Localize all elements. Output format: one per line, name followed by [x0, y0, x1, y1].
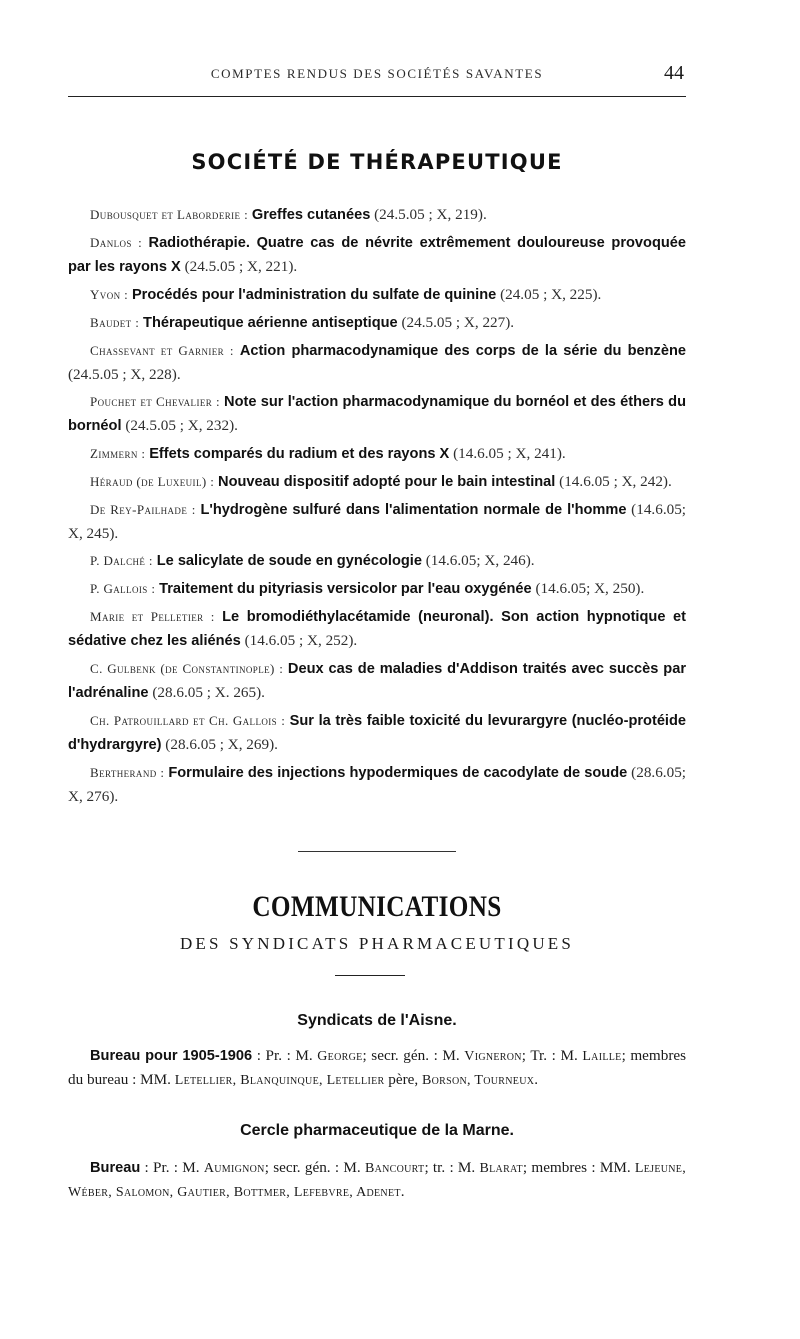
entry-authors: Zimmern : [90, 446, 146, 461]
entry-authors: Chassevant et Garnier : [90, 343, 234, 358]
communications-subtitle: DES SYNDICATS PHARMACEUTIQUES [179, 934, 575, 953]
aisne-paragraph [68, 1044, 686, 1092]
entry [68, 605, 686, 653]
text-run: ; membres du bureau : MM. [68, 1047, 687, 1088]
entry-reference: (14.6.05; X, 250). [531, 580, 645, 597]
entry [68, 549, 686, 573]
entry [68, 390, 686, 438]
entry-authors: De Rey-Pailhade : [90, 502, 196, 517]
entry-reference: (14.6.05 ; X, 252). [240, 632, 358, 649]
entry [68, 339, 686, 386]
text-run: : Pr. : M. [252, 1047, 318, 1064]
text-run: ; membres : MM. [522, 1159, 635, 1176]
aisne-lead: Bureau pour 1905-1906 [90, 1048, 253, 1064]
entry [68, 231, 686, 279]
member-name: Aumignon [203, 1161, 265, 1176]
entry-title: Procédés pour l'administration du sulfate de quinine [131, 287, 497, 303]
entry-title: Formulaire des injections hypodermiques de cacodylate de soude [168, 765, 628, 781]
entry-authors: Héraud (de Luxeuil) : [90, 474, 215, 489]
entry-reference: (24.05 ; X, 225). [496, 286, 602, 303]
entry-reference: (14.6.05 ; X, 242). [555, 473, 672, 490]
text-run: : Pr. : M. [140, 1159, 204, 1176]
entry [68, 311, 686, 335]
entry-reference: (14.6.05; X, 245). [68, 501, 687, 542]
entry-title: L'hydrogène sulfuré dans l'alimentation normale de l'homme [200, 502, 627, 518]
entry-title: Greffes cutanées [251, 207, 371, 223]
communications-title: COMMUNICATIONS [252, 890, 502, 923]
running-title: COMPTES RENDUS DES SOCIÉTÉS SAVANTES [210, 66, 544, 81]
entry [68, 498, 686, 545]
entry [68, 709, 686, 757]
text-run: ; secr. gén. : M. [362, 1047, 465, 1064]
entry-reference: (24.5.05 ; X, 232). [121, 417, 238, 434]
member-name: Laille [582, 1049, 622, 1064]
aisne-heading: Syndicats de l'Aisne. [297, 1012, 457, 1029]
text-run: ; Tr. : M. [521, 1047, 583, 1064]
entry-authors: P. Gallois : [90, 581, 156, 596]
text-run: ; tr. : M. [424, 1159, 480, 1176]
entry-reference: (28.6.05; X, 276). [68, 764, 687, 805]
text-run: ; secr. gén. : M. [264, 1159, 365, 1176]
entry-authors: Pouchet et Chevalier : [90, 394, 221, 409]
entry-reference: (28.6.05 ; X, 269). [161, 736, 278, 753]
section-divider [298, 851, 456, 852]
entry [68, 203, 686, 227]
entry-authors: Dubousquet et Laborderie : [90, 207, 249, 222]
page-number: 44 [664, 62, 684, 84]
member-name: Bancourt [364, 1161, 425, 1176]
header-rule [68, 96, 686, 97]
entry-title: Effets comparés du radium et des rayons X [149, 446, 450, 462]
entry-title: Thérapeutique aérienne antiseptique [143, 315, 398, 331]
entry-reference: (24.5.05 ; X, 227). [397, 314, 515, 331]
member-name: Blarat [479, 1161, 523, 1176]
entry-reference: (24.5.05 ; X, 219). [370, 206, 487, 223]
marne-lead: Bureau [90, 1160, 141, 1176]
entry-authors: Ch. Patrouillard et Ch. Gallois : [90, 713, 286, 728]
member-name: Vigneron [464, 1049, 522, 1064]
entry-reference: (24.5.05 ; X, 228). [68, 366, 181, 383]
member-name: Lejeune, Wéber, Salomon, Gautier, Bottmer, Lefebvre, Adenet [68, 1161, 687, 1200]
subsection-divider [335, 975, 405, 976]
entry [68, 283, 686, 307]
entry [68, 442, 686, 466]
entry-reference: (28.6.05 ; X. 265). [148, 684, 265, 701]
marne-heading: Cercle pharmaceutique de la Marne. [240, 1122, 514, 1139]
text-run: . [400, 1183, 405, 1200]
entry-title: Le salicylate de soude en gynécologie [156, 553, 422, 569]
entry-authors: P. Dalché : [90, 553, 153, 568]
entry-reference: (24.5.05 ; X, 221). [180, 258, 298, 275]
entry-authors: Baudet : [90, 315, 140, 330]
entry-reference: (14.6.05 ; X, 241). [449, 445, 566, 462]
member-name: George [317, 1049, 363, 1064]
entry-title: Le bromodiéthylacétamide (neuronal). Son action hypnotique et sédative chez les aliénés [68, 609, 686, 649]
entry-authors: Yvon : [90, 287, 129, 302]
entry [68, 470, 686, 494]
text-run: père, [384, 1071, 423, 1088]
marne-paragraph [68, 1156, 686, 1204]
entry [68, 761, 686, 808]
entry-authors: C. Gulbenk (de Constantinople) : [90, 661, 284, 676]
entry-title: Sur la très faible toxicité du levurargyre (nucléo-protéide d'hydrargyre) [68, 713, 687, 753]
entry [68, 657, 686, 705]
running-head [68, 62, 686, 88]
section-title: SOCIÉTÉ DE THÉRAPEUTIQUE [191, 150, 563, 174]
entry-title: Deux cas de maladies d'Addison traités avec succès par l'adrénaline [68, 661, 686, 701]
entry-title: Radiothérapie. Quatre cas de névrite extrêmement douloureuse provoquée par les rayons X [68, 235, 687, 275]
entry-title: Nouveau dispositif adopté pour le bain intestinal [218, 474, 556, 490]
entry-authors: Marie et Pelletier : [90, 609, 215, 624]
entry-reference: (14.6.05; X, 246). [421, 552, 535, 569]
entry-title: Traitement du pityriasis versicolor par l'eau oxygénée [159, 581, 532, 597]
member-name: Borson, Tourneux [422, 1073, 535, 1088]
entry-title: Note sur l'action pharmacodynamique du bornéol et des éthers du bornéol [68, 394, 686, 434]
text-run: . [534, 1071, 539, 1088]
entry-authors: Danlos : [90, 235, 143, 250]
member-name: Letellier, Blanquinque, Letellier [174, 1073, 385, 1088]
entry-list [68, 203, 686, 812]
entry [68, 577, 686, 601]
entry-authors: Bertherand : [90, 765, 165, 780]
entry-title: Action pharmacodynamique des corps de la série du benzène [239, 343, 687, 359]
